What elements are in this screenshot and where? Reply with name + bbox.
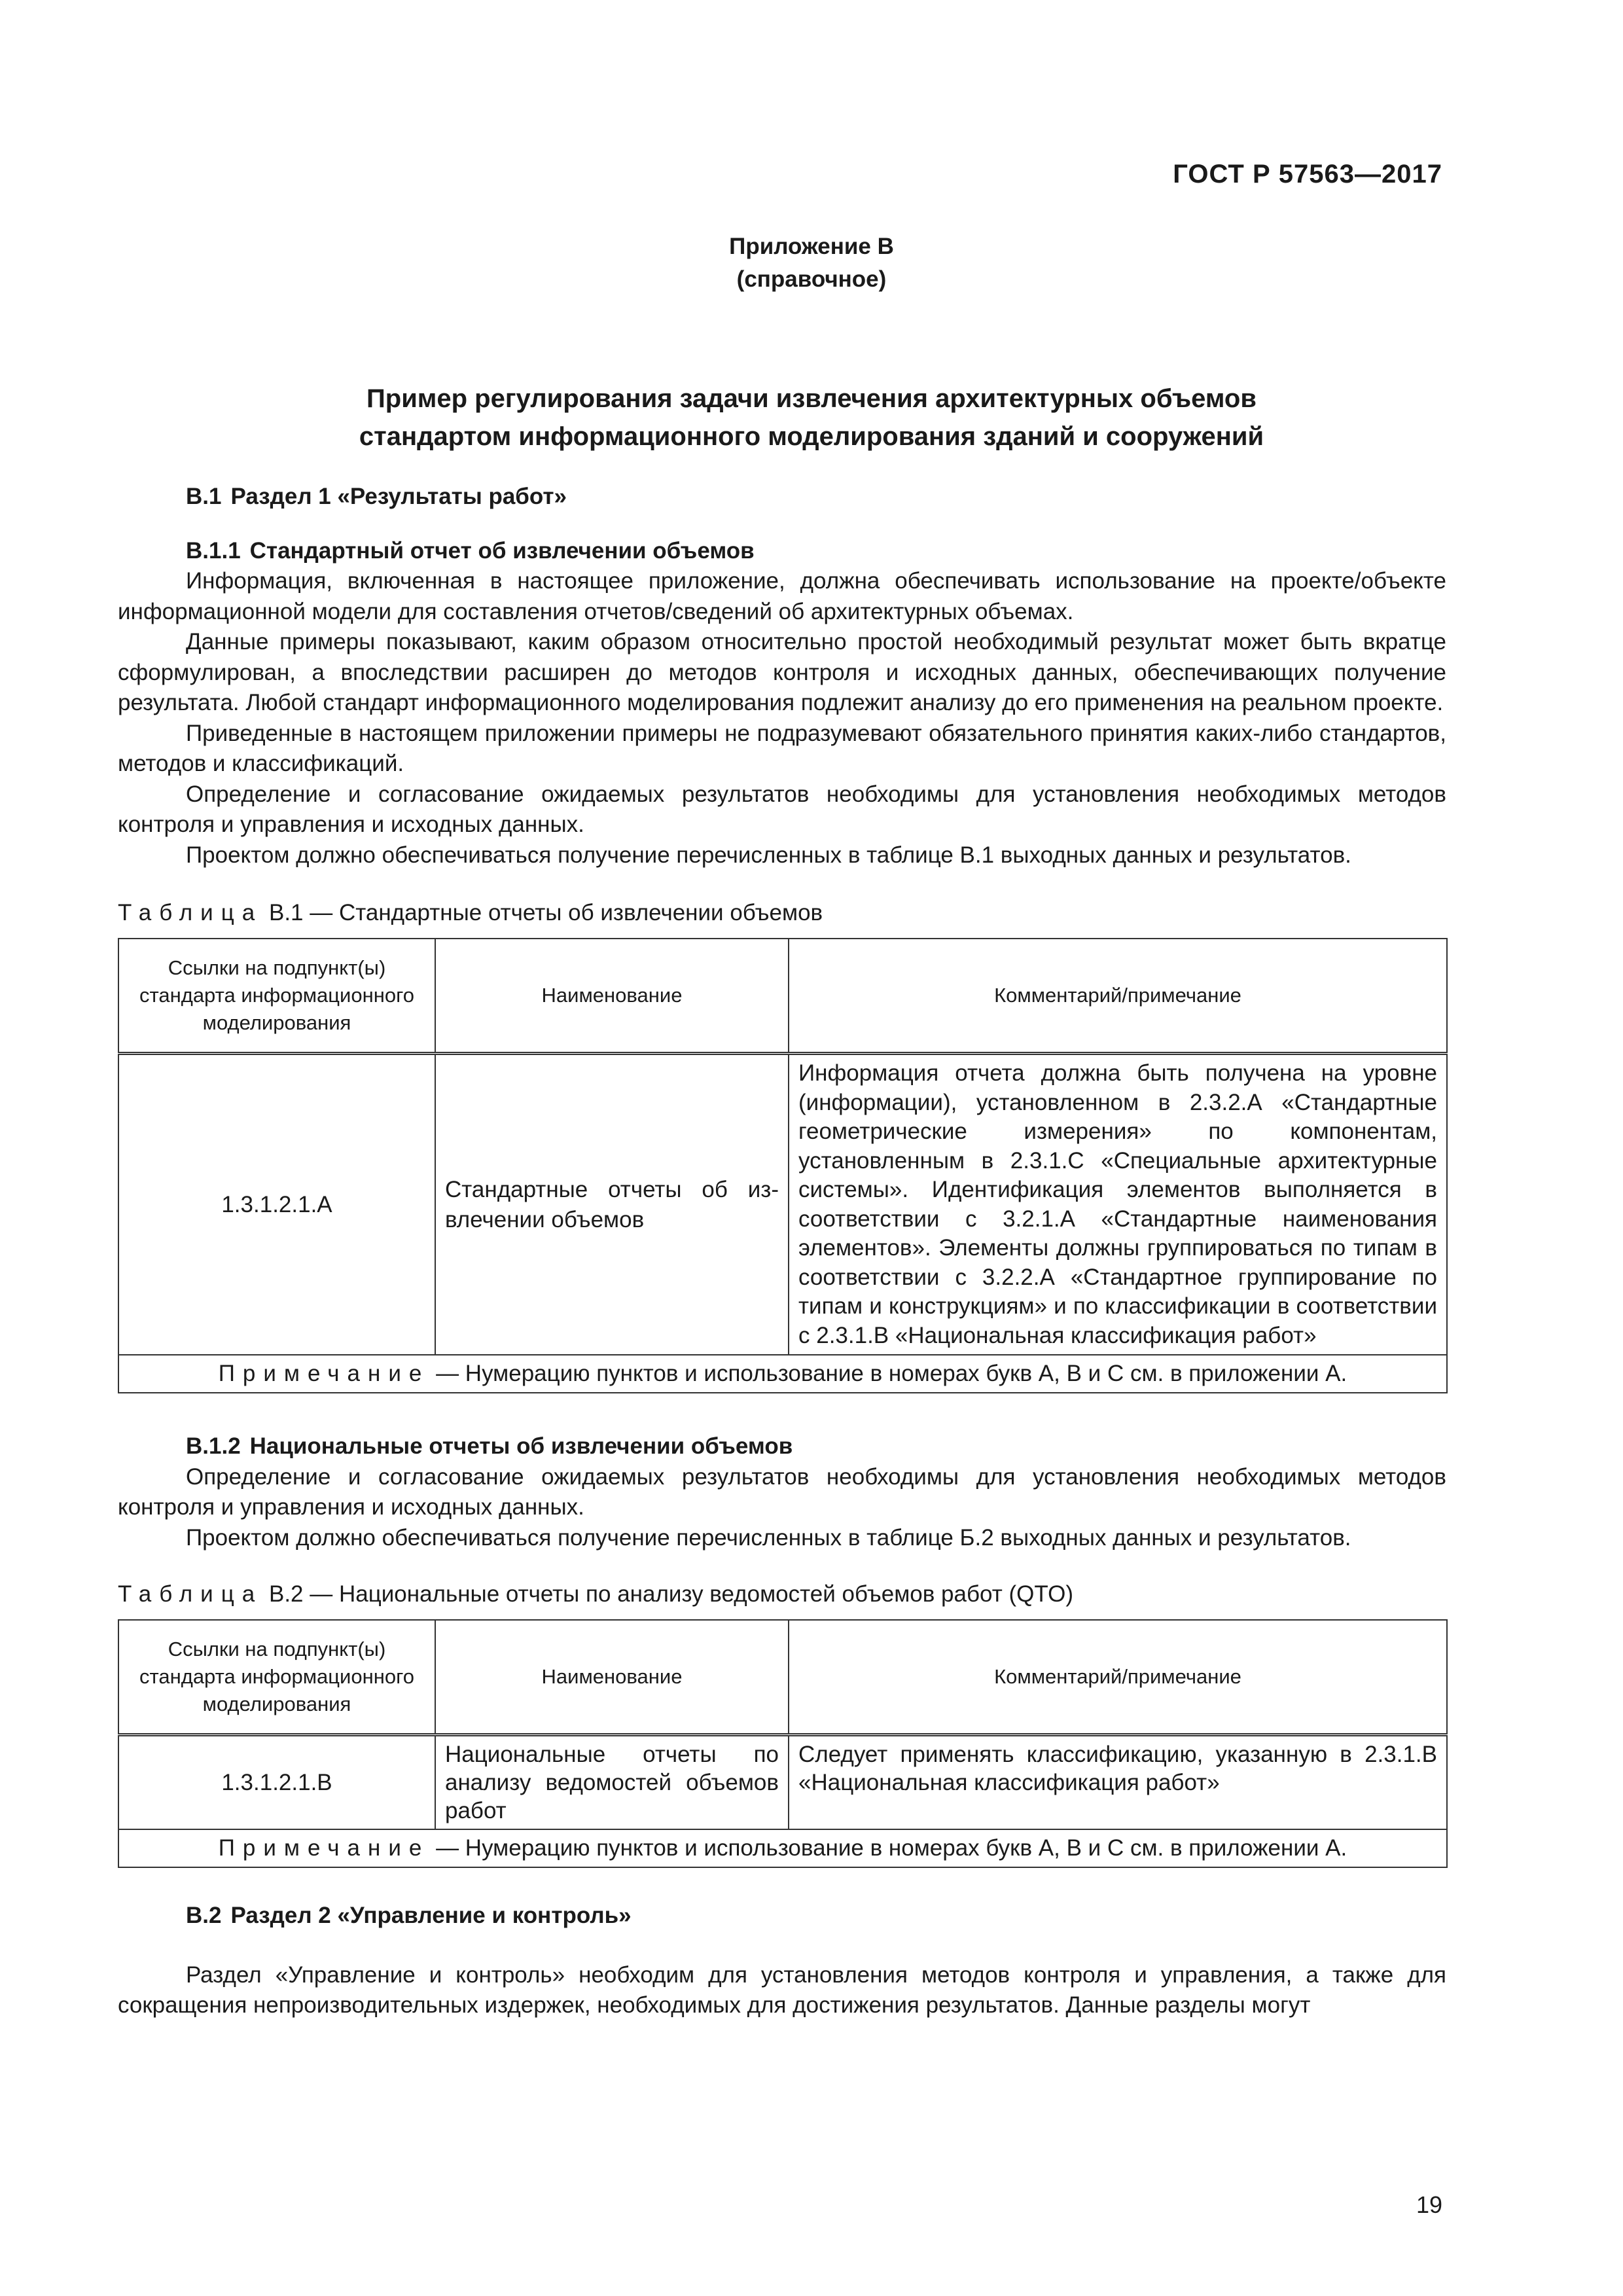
note-text: — Нумерацию пунктов и использование в номерах букв А, В и С см. в приложении А. [436, 1835, 1347, 1861]
appendix-title: Приложение В [729, 234, 894, 259]
table-row [118, 1054, 1447, 1355]
table-b2-caption [118, 1579, 1446, 1610]
cell-comment: Информация отчета должна быть получена на уровне (информации), установленном в 2.3.2.А «Стандартные геометрические измерения» по компонентам, установленным в 2.3.1.С «Специальные архитектурные системы». Идентификация элементов выполняется в соответствии с 3.2.1.А «Стандартные наименования элементов». Элементы должны группироваться по типам в соответствии с 3.2.2.А «Стандартное группирование по типам и конструкциям» и по классификации в соответствии с 2.3.1.В «Национальная классификация работ» [789, 1054, 1447, 1355]
table-caption-text: В.2 — Национальные отчеты по анализу ведомостей объемов работ (QTO) [268, 1581, 1073, 1607]
paragraph: Данные примеры показывают, каким образом относительно простой необходимый результат может быть вкратце сформулирован, а впоследствии расширен до методов контроля и исходных данных, обеспечивающих получение результата. Любой стандарт информационного моделирования подлежит анализу до его применения на реальном проекте. [118, 629, 1446, 715]
content [118, 482, 1446, 2021]
appendix-heading [0, 230, 1623, 296]
table-header-row [118, 1620, 1447, 1735]
section-title: Раздел 2 «Управление и контроль» [230, 1903, 632, 1928]
note-word: Примечание [218, 1835, 430, 1861]
subsection-number: В.1.2 [186, 1433, 241, 1459]
main-title-line-1: Пример регулирования задачи извлечения архитектурных объемов [366, 384, 1257, 413]
section-title: Раздел 1 «Результаты работ» [230, 484, 567, 509]
subsection-title: Стандартный отчет об извлечении объемов [249, 537, 755, 564]
paragraph: Приведенные в настоящем приложении примеры не подразумевают обязательного принятия каких-либо стандартов, методов и классификаций. [118, 720, 1446, 776]
cell-ref: 1.3.1.2.1.А [118, 1054, 435, 1355]
main-title [0, 380, 1623, 456]
header-cell-comment: Комментарий/примечание [789, 1620, 1447, 1735]
table-note [118, 1355, 1447, 1393]
cell-ref: 1.3.1.2.1.В [118, 1735, 435, 1830]
paragraph: Определение и согласование ожидаемых результатов необходимы для установления необходимых методов контроля и управления и исходных данных. [118, 1463, 1446, 1520]
paragraph: Информация, включенная в настоящее приложение, должна обеспечивать использование на проекте/объекте информационной модели для составления отчетов/сведений об архитектурных объемах. [118, 568, 1446, 624]
table-note-row [118, 1829, 1447, 1867]
section-b1-heading [118, 482, 1446, 512]
table-b1 [118, 938, 1448, 1394]
table-note [118, 1829, 1447, 1867]
cell-name: Национальные отчеты по анализу ведомостей объемов работ [435, 1735, 789, 1830]
table-b2 [118, 1619, 1448, 1869]
section-number: В.2 [186, 1903, 222, 1928]
subsection-b11-heading [118, 536, 1446, 567]
table-caption-word: Таблица [118, 1581, 263, 1607]
section-number: В.1 [186, 484, 222, 509]
appendix-subtitle: (справочное) [736, 266, 887, 292]
document-code: ГОСТ Р 57563—2017 [1173, 160, 1442, 188]
subsection-title: Национальные отчеты об извлечении объемов [249, 1433, 793, 1459]
table-caption-word: Таблица [118, 900, 263, 925]
paragraph: Раздел «Управление и контроль» необходим для установления методов контроля и управления, а также для сокращения непроизводительных издержек, необходимых для достижения результатов. Данные разделы могут [118, 1962, 1446, 2018]
page-number: 19 [1416, 2191, 1442, 2218]
paragraph: Проектом должно обеспечиваться получение перечисленных в таблице В.1 выходных данных и результатов. [186, 842, 1351, 868]
header-cell-ref: Ссылки на подпункт(ы) стандарта информационного моделирования [118, 939, 435, 1054]
main-title-line-2: стандартом информационного моделирования зданий и сооружений [359, 422, 1264, 451]
paragraph: Определение и согласование ожидаемых результатов необходимы для установления необходимых методов контроля и управления и исходных данных. [118, 781, 1446, 837]
table-caption-text: В.1 — Стандартные отчеты об извлечении объемов [268, 900, 823, 925]
note-word: Примечание [218, 1361, 430, 1386]
subsection-number: В.1.1 [186, 537, 241, 564]
note-text: — Нумерацию пунктов и использование в номерах букв А, В и С см. в приложении А. [436, 1361, 1347, 1386]
header-cell-ref: Ссылки на подпункт(ы) стандарта информационного моделирования [118, 1620, 435, 1735]
section-b2-heading [118, 1901, 1446, 1931]
table-b1-caption [118, 898, 1446, 929]
table-row [118, 1735, 1447, 1830]
cell-comment: Следует применять классификацию, указанную в 2.3.1.В «Национальная классификация работ» [789, 1735, 1447, 1830]
table-header-row [118, 939, 1447, 1054]
header-cell-comment: Комментарий/примечание [789, 939, 1447, 1054]
table-note-row [118, 1355, 1447, 1393]
header-cell-name: Наименование [435, 1620, 789, 1735]
paragraph: Проектом должно обеспечиваться получение перечисленных в таблице Б.2 выходных данных и результатов. [186, 1524, 1351, 1551]
header-cell-name: Наименование [435, 939, 789, 1054]
cell-name: Стандартные отчеты об извлечении объемов [435, 1054, 789, 1355]
subsection-b12-heading [118, 1431, 1446, 1462]
